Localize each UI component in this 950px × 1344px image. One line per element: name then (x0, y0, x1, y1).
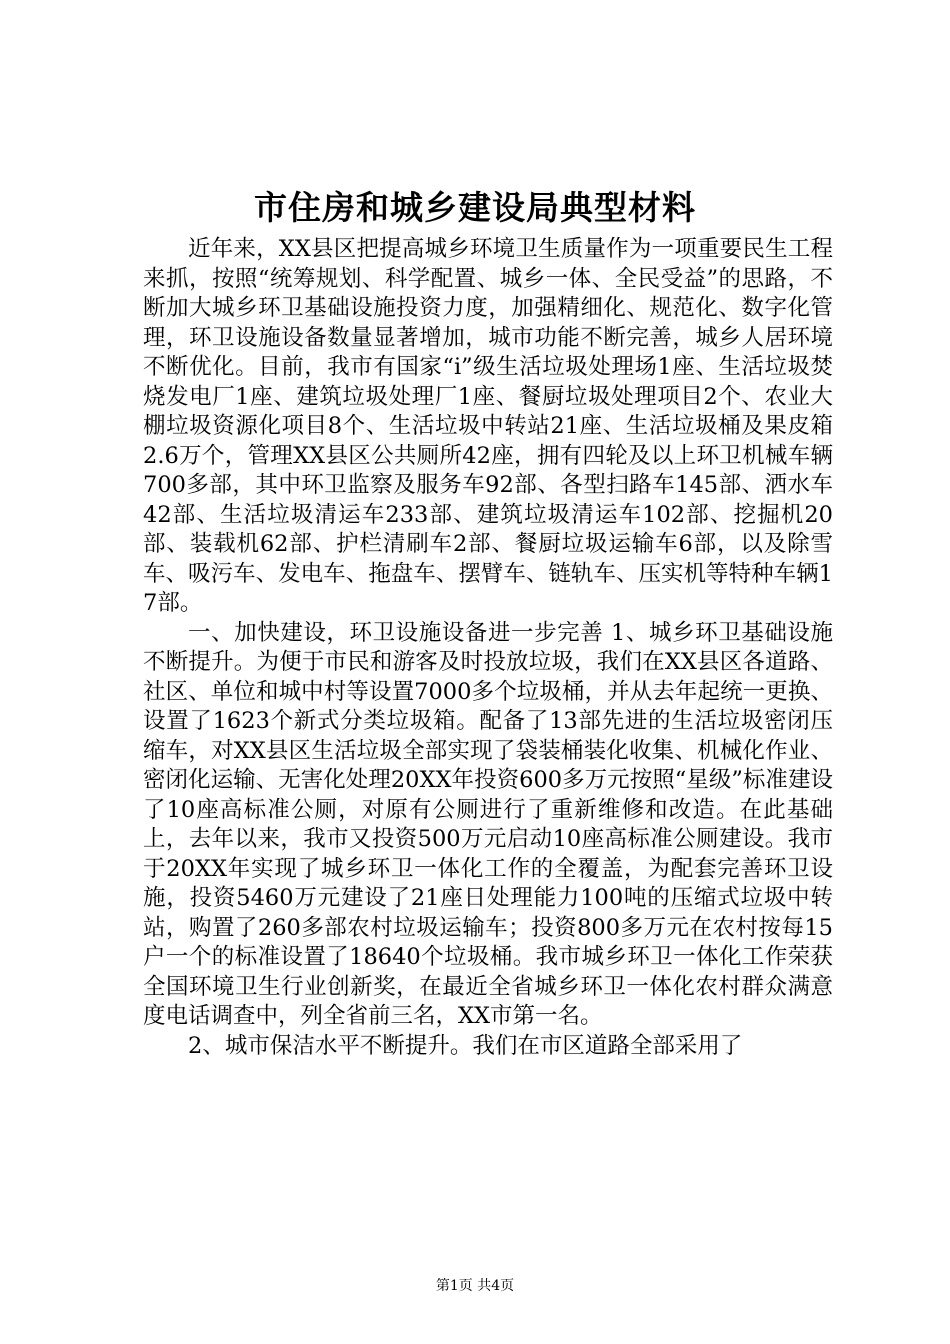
page-number-footer: 第1页 共4页 (435, 1278, 515, 1294)
document-title: 市住房和城乡建设局典型材料 (254, 188, 696, 227)
paragraph-section-one: 一、加快建设，环卫设施设备进一步完善 1、城乡环卫基础设施不断提升。为便于市民和游客及时投放垃圾，我们在XX县区各道路、社区、单位和城中村等设置7000多个垃圾桶，并从去年起统一更换、设置了1623个新式分类垃圾箱。配备了13部先进的生活垃圾密闭压缩车，对XX县区生活垃圾全部实现了袋装桶装化收集、机械化作业、密闭化运输、无害化处理20XX年投资600多万元按照“星级”标准建设了10座高标准公厕，对原有公厕进行了重新维修和改造。在此基础上，去年以来，我市又投资500万元启动10座高标准公厕建设。我市于20XX年实现了城乡环卫一体化工作的全覆盖，为配套完善环卫设施，投资5460万元建设了21座日处理能力100吨的压缩式垃圾中转站，购置了260多部农村垃圾运输车；投资800多万元在农村按每15户一个的标准设置了18640个垃圾桶。我市城乡环卫一体化工作荣获全国环境卫生行业创新奖，在最近全省城乡环卫一体化农村群众满意度电话调查中，列全省前三名，XX市第一名。 (143, 619, 833, 1029)
paragraph-section-two: 2、城市保洁水平不断提升。我们在市区道路全部采用了 (188, 1032, 743, 1059)
document-body (143, 235, 833, 1061)
paragraph-intro: 近年来，XX县区把提高城乡环境卫生质量作为一项重要民生工程来抓，按照“统筹规划、科学配置、城乡一体、全民受益”的思路，不断加大城乡环卫基础设施投资力度，加强精细化、规范化、数字化管理，环卫设施设备数量显著增加，城市功能不断完善，城乡人居环境不断优化。目前，我市有国家“i”级生活垃圾处理场1座、生活垃圾焚烧发电厂1座、建筑垃圾处理厂1座、餐厨垃圾处理项目2个、农业大棚垃圾资源化项目8个、生活垃圾中转站21座、生活垃圾桶及果皮箱2.6万个，管理XX县区公共厕所42座，拥有四轮及以上环卫机械车辆700多部，其中环卫监察及服务车92部、各型扫路车145部、洒水车42部、生活垃圾清运车233部、建筑垃圾清运车102部、挖掘机20部、装载机62部、护栏清刷车2部、餐厨垃圾运输车6部，以及除雪车、吸污车、发电车、拖盘车、摆臂车、链轨车、压实机等特种车辆17部。 (143, 236, 833, 616)
